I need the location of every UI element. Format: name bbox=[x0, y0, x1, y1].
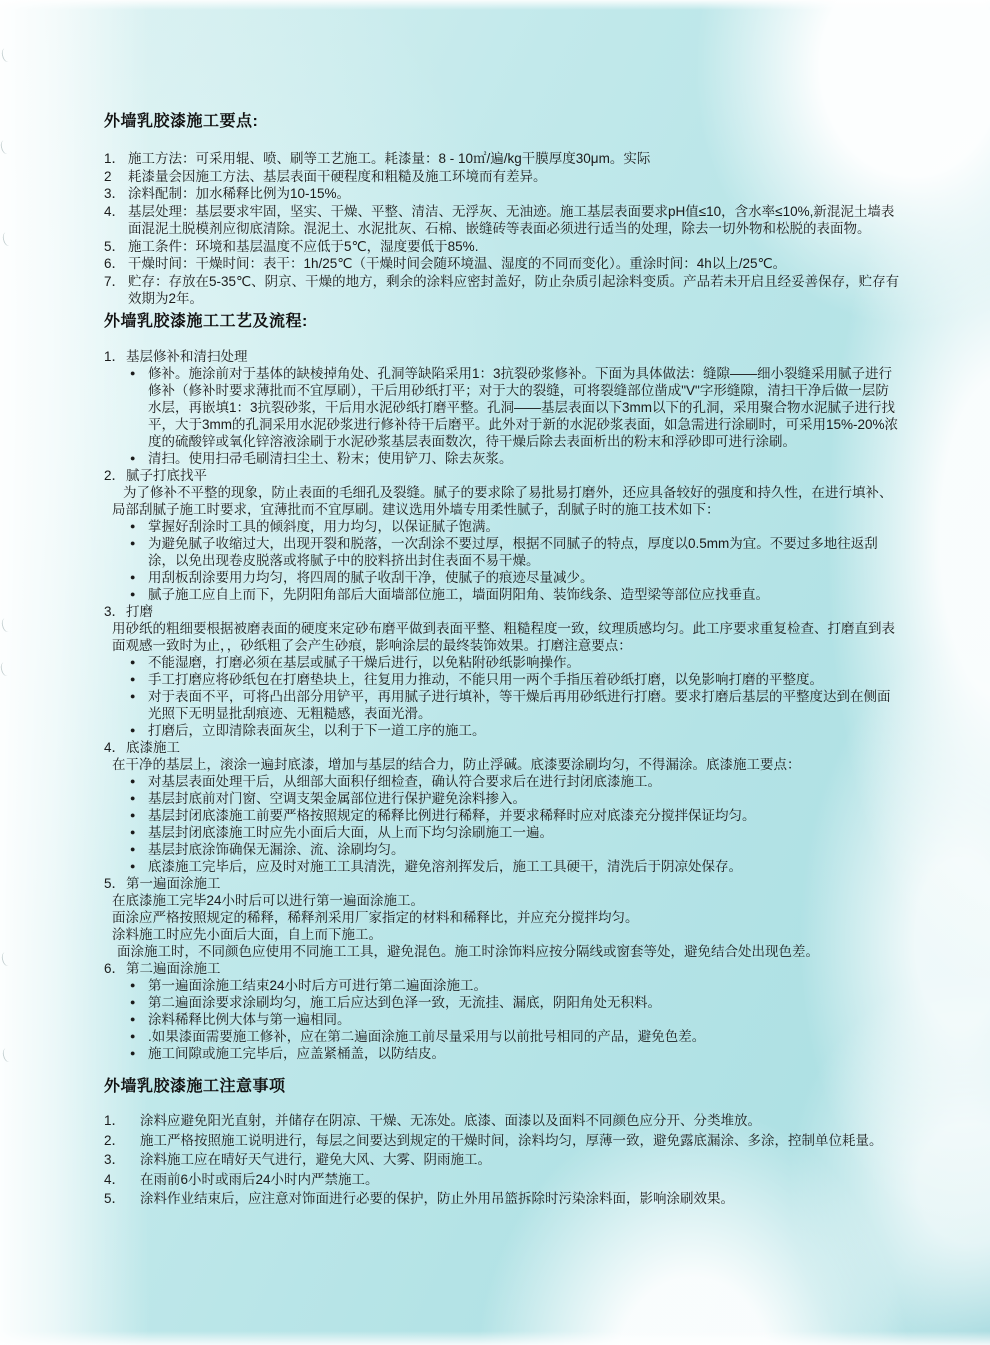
paragraph-text: 在干净的基层上，滚涂一遍封底漆，增加与基层的结合力，防止浮碱。底漆要涂刷均匀，不得漏涂。底漆施工要点： bbox=[112, 757, 801, 772]
bullet-icon: ● bbox=[130, 589, 136, 599]
item-text: 掌握好刮涂时工具的倾斜度，用力均匀，以保证腻子饱满。 bbox=[148, 519, 499, 534]
item-text: 打磨后，立即清除表面灰尘，以利于下一道工序的施工。 bbox=[148, 723, 486, 738]
paragraph-text: 面涂施工时，不同颜色应使用不同施工工具，避免混色。施工时涂饰料应按分隔线或窗套等处，避免结合处出现色差。 bbox=[117, 944, 819, 959]
page-edge-mark bbox=[0, 617, 12, 633]
bullet-item bbox=[104, 569, 900, 586]
page-edge-mark bbox=[0, 139, 12, 155]
numbered-item bbox=[104, 185, 900, 203]
item-text: 底漆施工完毕后，应及时对施工工具清洗，避免溶剂挥发后，施工工具硬干，清洗后于阴凉处保存。 bbox=[148, 859, 742, 874]
item-text: 修补。施涂前对于基体的缺棱掉角处、孔洞等缺陷采用1：3抗裂砂浆修补。下面为具体做法：缝隙——细小裂缝采用腻子进行修补（修补时要求薄批而不宜厚刷），干后用砂纸打平；对于大的裂缝，可将裂缝部位凿成"V"字形缝隙，清扫干净后做一层防水层，再嵌填1：3抗裂砂浆，干后用水泥砂纸打磨平整。孔洞——基层表面以下3mm以下的孔洞，采用聚合物水泥腻子进行找平，大于3mm的孔洞采用水泥砂浆进行修补待干后磨平。此外对于新的水泥砂浆表面，如急需进行涂刷时，可采用15%-20%浓度的硫酸锌或氧化锌溶液涂刷于水泥砂浆基层表面数次，待干燥后除去表面析出的粉末和浮砂即可进行涂刷。 bbox=[148, 366, 899, 449]
numbered-item bbox=[104, 1171, 900, 1189]
item-number: 5． bbox=[104, 876, 126, 891]
item-number: 1． bbox=[104, 151, 126, 166]
item-number: 4． bbox=[104, 1171, 126, 1187]
numbered-item bbox=[104, 203, 900, 238]
bullet-item bbox=[104, 773, 900, 790]
item-text: 对基层表面处理干后，从细部大面积仔细检查，确认符合要求后在进行封闭底漆施工。 bbox=[148, 774, 661, 789]
paragraph-text: 用砂纸的粗细要根据被磨表面的硬度来定砂布磨平做到表面平整、粗糙程度一致，纹理质感均匀。此工序要求重复检查、打磨直到表面观感一致时为止，，砂纸粗了会产生砂痕，影响涂层的最终装饰效果。打磨注意要点： bbox=[112, 621, 895, 653]
numbered-item bbox=[104, 1190, 900, 1208]
bullet-item bbox=[104, 790, 900, 807]
bullet-icon: ● bbox=[130, 538, 136, 548]
numbered-item bbox=[104, 150, 900, 168]
bullet-icon: ● bbox=[130, 521, 136, 531]
bullet-item bbox=[104, 858, 900, 875]
item-number: 6． bbox=[104, 256, 126, 271]
item-number: 4． bbox=[104, 203, 126, 219]
item-text: 为避免腻子收缩过大，出现开裂和脱落，一次刮涂不要过厚，根据不同腻子的特点，厚度以0.5mm为宜。不要过多地往返刮涂，以免出现卷皮脱落或将腻子中的胶料挤出封住表面不易干燥。 bbox=[148, 536, 878, 568]
item-text: 对于表面不平，可将凸出部分用铲平，再用腻子进行填补，等干燥后再用砂纸进行打磨。要求打磨后基层的平整度达到在侧面光照下无明显批刮痕迹、无粗糙感，表面光滑。 bbox=[148, 689, 891, 721]
item-number: 2． bbox=[104, 468, 126, 483]
numbered-item bbox=[104, 348, 900, 365]
item-text: 基层封闭底漆施工前要严格按照规定的稀释比例进行稀释，并要求稀释时应对底漆充分搅拌保证均匀。 bbox=[148, 808, 756, 823]
section-title-process-flow: 外墙乳胶漆施工工艺及流程: bbox=[104, 313, 308, 330]
item-number: 3． bbox=[104, 1152, 126, 1167]
bullet-icon: ● bbox=[130, 657, 136, 667]
item-text: 用刮板刮涂要用力均匀，将四周的腻子收刮干净，使腻子的痕迹尽量减少。 bbox=[148, 570, 594, 585]
page-edge-mark bbox=[0, 661, 12, 677]
bullet-item bbox=[104, 535, 900, 569]
item-number: 2 bbox=[104, 168, 112, 184]
item-text: 基层封闭底漆施工时应先小面后大面，从上而下均匀涂刷施工一遍。 bbox=[148, 825, 553, 840]
numbered-item bbox=[104, 273, 900, 308]
item-text: 腻子施工应自上而下，先阴阳角部后大面墙部位施工，墙面阴阳角、装饰线条、造型梁等部位应找垂直。 bbox=[148, 587, 769, 602]
item-text: 耗漆量会因施工方法、基层表面干硬程度和粗糙及施工环境而有差异。 bbox=[128, 168, 547, 184]
page-edge-mark bbox=[0, 47, 12, 63]
numbered-item bbox=[104, 875, 900, 892]
bullet-item bbox=[104, 688, 900, 722]
item-text: 第二遍面涂要求涂刷均匀，施工后应达到色泽一致，无流挂、漏底，阴阳角处无积料。 bbox=[148, 995, 661, 1010]
bullet-icon: ● bbox=[130, 827, 136, 837]
item-number: 4． bbox=[104, 740, 126, 755]
section-process-flow bbox=[104, 312, 900, 1062]
item-text: 贮存：存放在5-35℃、阴京、干燥的地方，剩余的涂料应密封盖好，防止杂质引起涂料变质。产品若未开启且经妥善保存，贮存有效期为2年。 bbox=[128, 273, 900, 306]
bullet-icon: ● bbox=[130, 368, 136, 378]
item-text: 基层处理：基层要求牢固，坚实、干燥、平整、清洁、无浮灰、无油迹。施工基层表面要求pH值≤10，含水率≤10%,新混泥土墙表面混泥土脱模剂应彻底清除。混泥土、水泥批灰、石棉、嵌缝砖等表面必须进行适当的处理，除去一切外物和松脱的表面物。 bbox=[128, 203, 895, 236]
item-text: 涂料配制：加水稀释比例为10-15%。 bbox=[128, 186, 351, 201]
bullet-item bbox=[104, 365, 900, 450]
item-text: 干燥时间：干燥时间：表干：1h/25℃（干燥时间会随环境温、湿度的不同而变化）。重涂时间：4h以上/25℃。 bbox=[128, 256, 787, 271]
bullet-item bbox=[104, 1045, 900, 1062]
numbered-item bbox=[104, 739, 900, 756]
item-text: 不能湿磨，打磨必须在基层或腻子干燥后进行，以免粘附砂纸影响操作。 bbox=[148, 655, 580, 670]
bullet-icon: ● bbox=[130, 691, 136, 701]
numbered-item bbox=[104, 467, 900, 484]
bullet-item bbox=[104, 977, 900, 994]
bullet-icon: ● bbox=[130, 997, 136, 1007]
item-text: 涂料施工应在晴好天气进行，避免大风、大雾、阴雨施工。 bbox=[140, 1152, 491, 1167]
numbered-item bbox=[104, 238, 900, 256]
item-text: .如果漆面需要施工修补，应在第二遍面涂施工前尽量采用与以前批号相同的产品，避免色差。 bbox=[148, 1029, 706, 1044]
item-text: 涂料稀释比例大体与第一遍相同。 bbox=[148, 1012, 351, 1027]
bullet-icon: ● bbox=[130, 725, 136, 735]
bullet-icon: ● bbox=[130, 453, 136, 463]
item-number: 1． bbox=[104, 349, 126, 364]
bullet-item bbox=[104, 450, 900, 467]
bullet-item bbox=[104, 586, 900, 603]
bullet-item bbox=[104, 841, 900, 858]
numbered-item bbox=[104, 603, 900, 620]
paragraph-text: 涂料施工时应先小面后大面，自上而下施工。 bbox=[112, 927, 382, 942]
section-title-key-points: 外墙乳胶漆施工要点: bbox=[104, 113, 259, 130]
bullet-item bbox=[104, 671, 900, 688]
bullet-item bbox=[104, 1028, 900, 1045]
item-text: 打磨 bbox=[126, 604, 153, 619]
page-edge-mark bbox=[1, 1047, 13, 1063]
item-text: 基层修补和清扫处理 bbox=[126, 349, 248, 364]
item-number: 2． bbox=[104, 1132, 126, 1148]
bullet-icon: ● bbox=[130, 1031, 136, 1041]
bullet-icon: ● bbox=[130, 1048, 136, 1058]
numbered-item bbox=[104, 1112, 900, 1130]
numbered-item bbox=[104, 255, 900, 273]
item-text: 腻子打底找平 bbox=[126, 468, 207, 483]
key-points-list bbox=[104, 150, 900, 308]
bullet-icon: ● bbox=[130, 844, 136, 854]
item-number: 1． bbox=[104, 1113, 126, 1128]
bullet-item bbox=[104, 654, 900, 671]
bullet-icon: ● bbox=[130, 810, 136, 820]
item-text: 底漆施工 bbox=[126, 740, 180, 755]
process-flow-list bbox=[104, 348, 900, 1062]
item-number: 5． bbox=[104, 238, 126, 254]
item-text: 施工间隙或施工完毕后，应盖紧桶盖，以防结皮。 bbox=[148, 1046, 445, 1061]
item-number: 7． bbox=[104, 273, 126, 289]
item-text: 在雨前6小时或雨后24小时内严禁施工。 bbox=[140, 1171, 379, 1187]
item-number: 6． bbox=[104, 961, 126, 976]
item-text: 施工严格按照施工说明进行，每层之间要达到规定的干燥时间，涂料均匀，厚薄一致，避免露底漏涂、多涂，控制单位耗量。 bbox=[140, 1132, 883, 1148]
bullet-item bbox=[104, 1011, 900, 1028]
bullet-icon: ● bbox=[130, 793, 136, 803]
item-number: 3． bbox=[104, 604, 126, 619]
item-text: 手工打磨应将砂纸包在打磨垫块上，往复用力推动，不能只用一两个手指压着砂纸打磨，以免影响打磨的平整度。 bbox=[148, 672, 823, 687]
paragraph-text: 面涂应严格按照规定的稀释，稀释剂采用厂家指定的材料和稀释比，并应充分搅拌均匀。 bbox=[112, 910, 639, 925]
item-text: 涂料应避免阳光直射，并储存在阴凉、干燥、无冻处。底漆、面漆以及面料不同颜色应分开、分类堆放。 bbox=[140, 1113, 761, 1128]
bullet-item bbox=[104, 807, 900, 824]
item-text: 第二遍面涂施工 bbox=[126, 961, 221, 976]
section-title-precautions: 外墙乳胶漆施工注意事项 bbox=[104, 1078, 286, 1095]
bullet-item bbox=[104, 722, 900, 739]
bullet-icon: ● bbox=[130, 776, 136, 786]
bullet-item bbox=[104, 994, 900, 1011]
numbered-item bbox=[104, 1132, 900, 1150]
item-text: 涂料作业结束后，应注意对饰面进行必要的保护，防止外用吊篮拆除时污染涂料面，影响涂刷效果。 bbox=[140, 1191, 734, 1206]
paragraph-text: 在底漆施工完毕24小时后可以进行第一遍面涂施工。 bbox=[112, 893, 425, 908]
bullet-icon: ● bbox=[130, 674, 136, 684]
page-edge-mark bbox=[0, 951, 12, 967]
item-text: 施工方法：可采用辊、喷、刷等工艺施工。耗漆量：8 - 10㎡/遍/kg干膜厚度30μm。实际 bbox=[128, 151, 651, 166]
numbered-item bbox=[104, 960, 900, 977]
item-number: 5． bbox=[104, 1191, 126, 1206]
item-text: 施工条件：环境和基层温度不应低于5℃，湿度要低于85%. bbox=[128, 238, 479, 254]
bullet-item bbox=[104, 518, 900, 535]
section-key-points bbox=[104, 112, 900, 308]
paragraph-text: 为了修补不平整的现象，防止表面的毛细孔及裂缝。腻子的要求除了易批易打磨外，还应具备较好的强度和持久性，在进行填补、局部刮腻子施工时要求，宜薄批而不宜厚刷。建议选用外墙专用柔性腻子，刮腻子时的施工技术如下： bbox=[112, 485, 893, 517]
bullet-icon: ● bbox=[130, 1014, 136, 1024]
section-precautions bbox=[104, 1077, 900, 1210]
bullet-item bbox=[104, 824, 900, 841]
bullet-icon: ● bbox=[130, 572, 136, 582]
numbered-item bbox=[104, 168, 900, 186]
item-text: 清扫。使用扫帚毛刷清扫尘土、粉末；使用铲刀、除去灰浆。 bbox=[148, 451, 513, 466]
bullet-icon: ● bbox=[130, 861, 136, 871]
item-text: 第一遍面涂施工 bbox=[126, 876, 221, 891]
item-text: 基层封底前对门窗、空调支架金属部位进行保护避免涂料掺入。 bbox=[148, 791, 526, 806]
precautions-list bbox=[104, 1112, 900, 1208]
item-text: 基层封底涂饰确保无漏涂、流、涂刷均匀。 bbox=[148, 842, 405, 857]
item-number: 3． bbox=[104, 186, 126, 201]
bullet-icon: ● bbox=[130, 980, 136, 990]
item-text: 第一遍面涂施工结束24小时后方可进行第二遍面涂施工。 bbox=[148, 978, 488, 993]
numbered-item bbox=[104, 1151, 900, 1169]
page-edge-mark bbox=[1, 231, 13, 247]
